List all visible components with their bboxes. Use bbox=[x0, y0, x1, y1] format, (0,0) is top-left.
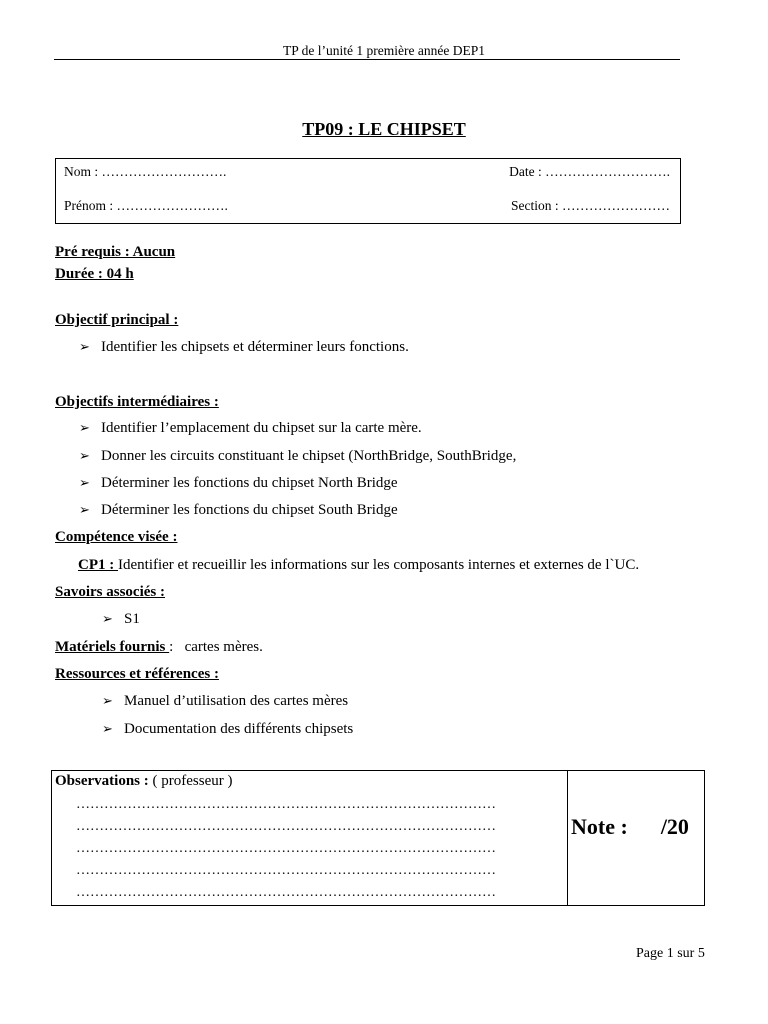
nom-field[interactable]: Nom : ………………………. bbox=[64, 164, 227, 179]
duree-heading: Durée : 04 h bbox=[55, 266, 134, 282]
note-score[interactable]: /20 bbox=[660, 814, 689, 839]
observations-title bbox=[55, 773, 232, 790]
note-cell bbox=[571, 814, 689, 840]
list-item: ➢ Identifier les chipsets et déterminer leurs fonctions. bbox=[79, 339, 409, 355]
list-item: ➢ Déterminer les fonctions du chipset South Bridge bbox=[79, 502, 398, 518]
materiels-label: Matériels fournis bbox=[55, 639, 170, 655]
list-item: ➢ Donner les circuits constituant le chipset (NorthBridge, SouthBridge, bbox=[79, 448, 517, 464]
section-field[interactable]: Section : …………………… bbox=[511, 198, 670, 213]
arrow-bullet-icon: ➢ bbox=[102, 693, 113, 708]
observations-table bbox=[51, 770, 705, 906]
competence-heading: Compétence visée : bbox=[55, 529, 178, 545]
prerequis-heading: Pré requis : Aucun bbox=[55, 244, 176, 260]
objectifs-intermediaires-heading: Objectifs intermédiaires : bbox=[55, 394, 219, 410]
competence-code: CP1 : bbox=[78, 557, 118, 573]
prenom-field[interactable]: Prénom : ……………………. bbox=[64, 198, 228, 213]
list-item: ➢ Documentation des différents chipsets bbox=[102, 721, 354, 737]
note-label: Note : bbox=[571, 814, 628, 839]
observations-label: Observations : bbox=[55, 773, 149, 789]
header-rule bbox=[54, 59, 680, 60]
arrow-bullet-icon: ➢ bbox=[79, 448, 90, 463]
document-title: TP09 : LE CHIPSET bbox=[302, 119, 466, 139]
arrow-bullet-icon: ➢ bbox=[79, 475, 90, 490]
page-number: Page 1 sur 5 bbox=[636, 946, 705, 961]
list-item: ➢ S1 bbox=[102, 611, 140, 627]
observation-line[interactable]: ……………………………………………………………………………… bbox=[76, 885, 496, 900]
observation-line[interactable]: ……………………………………………………………………………… bbox=[76, 863, 496, 878]
arrow-bullet-icon: ➢ bbox=[79, 502, 90, 517]
observations-qualifier: ( professeur ) bbox=[148, 773, 233, 789]
observation-line[interactable]: ……………………………………………………………………………… bbox=[76, 819, 496, 834]
competence-line bbox=[78, 557, 639, 574]
arrow-bullet-icon: ➢ bbox=[79, 339, 90, 354]
arrow-bullet-icon: ➢ bbox=[79, 420, 90, 435]
list-item: ➢ Identifier l’emplacement du chipset sur la carte mère. bbox=[79, 420, 422, 436]
objectif-principal-heading: Objectif principal : bbox=[55, 312, 179, 328]
materiels-value: cartes mères. bbox=[184, 639, 263, 655]
observation-line[interactable]: ……………………………………………………………………………… bbox=[76, 797, 496, 812]
list-item: ➢ Manuel d’utilisation des cartes mères bbox=[102, 693, 349, 709]
ressources-heading: Ressources et références : bbox=[55, 666, 219, 682]
materiels-line bbox=[55, 639, 263, 656]
running-header: TP de l’unité 1 première année DEP1 bbox=[283, 43, 485, 58]
arrow-bullet-icon: ➢ bbox=[102, 611, 113, 626]
date-field[interactable]: Date : ………………………. bbox=[509, 164, 670, 179]
materiels-separator: : bbox=[169, 639, 185, 655]
list-item: ➢ Déterminer les fonctions du chipset North Bridge bbox=[79, 475, 398, 491]
competence-text: Identifier et recueillir les informations sur les composants internes et externes de l`UC. bbox=[118, 557, 640, 573]
savoirs-heading: Savoirs associés : bbox=[55, 584, 165, 600]
observation-line[interactable]: ……………………………………………………………………………… bbox=[76, 841, 496, 856]
identity-box bbox=[55, 158, 681, 224]
arrow-bullet-icon: ➢ bbox=[102, 721, 113, 736]
